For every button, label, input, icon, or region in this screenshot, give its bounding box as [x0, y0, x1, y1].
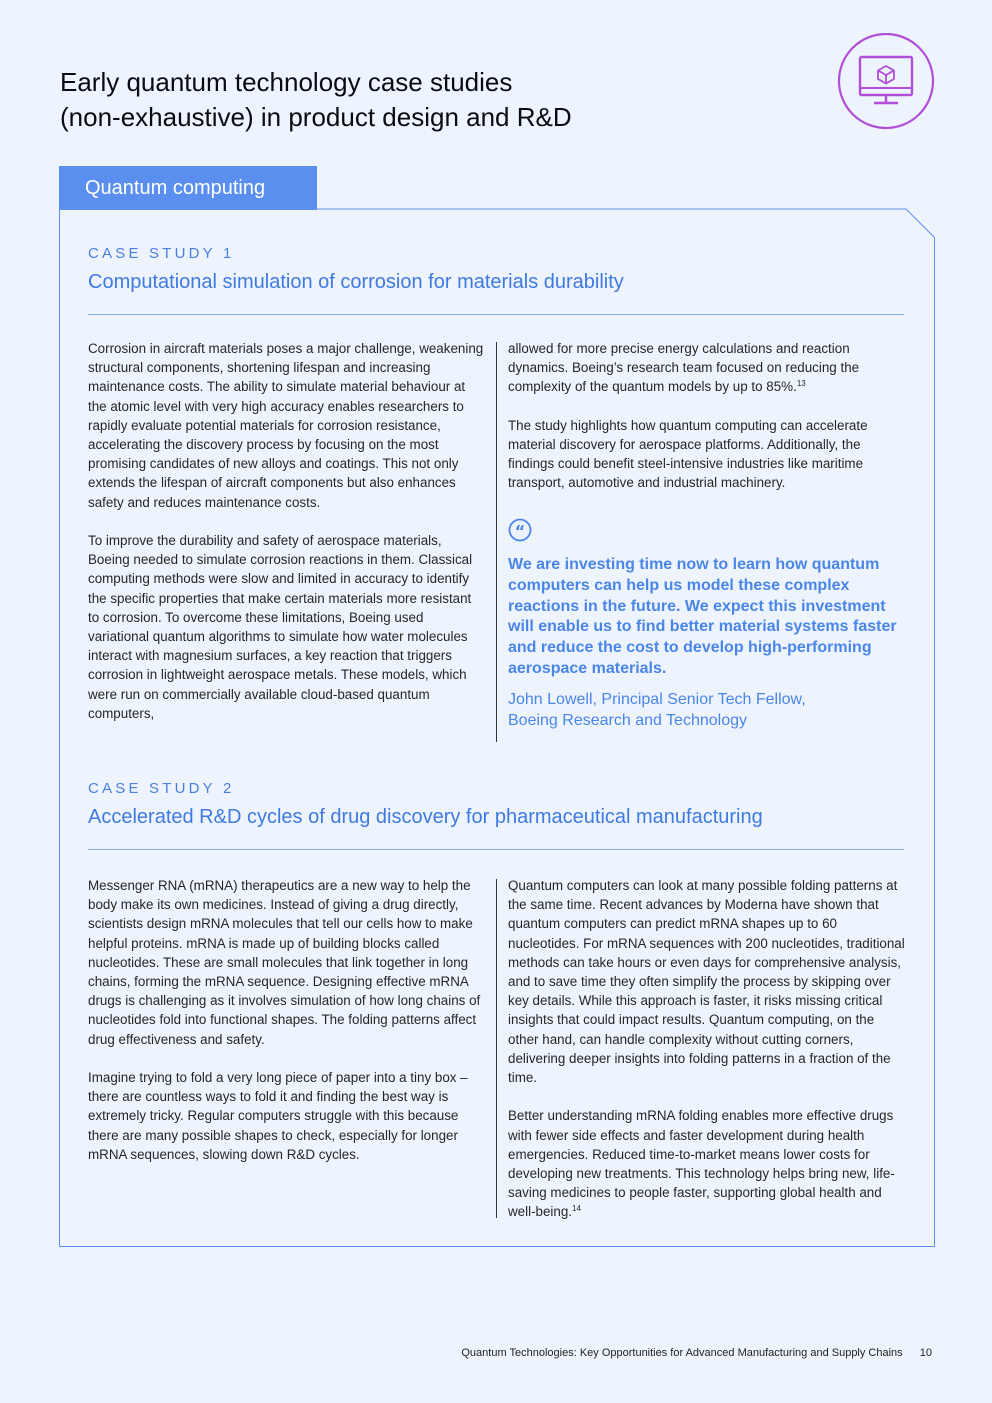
footnote-14[interactable]: 14	[572, 1204, 581, 1214]
quote-author-org: Boeing Research and Technology	[508, 712, 747, 729]
page-title-line-2: (non-exhaustive) in product design and R&D	[60, 102, 572, 133]
footer-publication: Quantum Technologies:	[461, 1347, 577, 1359]
case-study-1-rule	[88, 314, 904, 315]
case-study-1-label: CASE STUDY 1	[88, 245, 235, 262]
case-study-2-label: CASE STUDY 2	[88, 780, 235, 797]
case-study-2-paragraph-3: Quantum computers can look at many possible folding patterns at the same time. Recent advances by Moderna have shown that quantum computers can predict mRNA shapes up to 60 nucleotides. For mRNA sequences with 200 nucleotides, traditional methods can take hours or even days for comprehensive analysis, and to save time they often simplify the process by skipping over key details. While this approach is faster, it risks missing critical insights that could impact results. Quantum computing, on the other hand, can handle complexity without cutting corners, delivering deeper insights into folding patterns in a fraction of the time.	[508, 878, 905, 1086]
case-study-2-title: Accelerated R&D cycles of drug discovery for pharmaceutical manufacturing	[88, 806, 763, 828]
footer-subtitle: Key Opportunities for Advanced Manufacturing and Supply Chains	[579, 1347, 903, 1359]
page-title-line-1: Early quantum technology case studies	[60, 67, 513, 98]
case-study-2-right-column	[508, 876, 906, 1222]
computer-cube-icon	[836, 33, 936, 133]
quote-attribution	[508, 689, 908, 731]
case-study-2-paragraph-4: Better understanding mRNA folding enables more effective drugs with fewer side effects and faster development during health emergencies. Reduced time-to-market means lower costs for developing new treatments. This technology helps bring new, life-saving medicines to people faster, supporting global health and well-being.$^{14}$	[508, 1108, 895, 1220]
page-number: 10	[919, 1347, 932, 1359]
case-study-1-left-column	[88, 339, 486, 723]
page-title	[60, 65, 760, 135]
quote-icon	[508, 518, 532, 542]
quote-author-name: John Lowell, Principal Senior Tech Fellow,	[508, 691, 806, 708]
page-footer	[461, 1347, 932, 1359]
case-study-2-rule	[88, 849, 904, 850]
footnote-13[interactable]: 13	[796, 379, 806, 389]
case-study-1-right-column	[508, 339, 906, 493]
section-tab-quantum-computing: Quantum computing	[59, 166, 317, 210]
svg-text:“: “	[514, 521, 526, 541]
case-study-2-paragraph-2: Imagine trying to fold a very long piece of paper into a tiny box – there are countless ways to fold it and finding the best way is extremely tricky. Regular computers struggle with this because there are many possible shapes to check, especially for longer mRNA sequences, slowing down R&D cycles.	[88, 1070, 468, 1162]
case-study-1-paragraph-4: The study highlights how quantum computing can accelerate material discovery for aerospace platforms. Additionally, the findings could benefit steel-intensive industries like maritime transport, automotive and industrial machinery.	[508, 417, 868, 491]
case-study-1-paragraph-2: To improve the durability and safety of aerospace materials, Boeing needed to simulate corrosion reactions in them. Classical computing methods were slow and limited in accuracy to identify the specific properties that make certain materials more resistant to corrosion. To overcome these limitations, Boeing used variational quantum algorithms to simulate how water molecules interact with magnesium surfaces, a key reaction that triggers corrosion in lightweight aerospace metals. These models, which were run on commercially available cloud-based quantum computers,	[88, 533, 473, 721]
case-study-1-paragraph-3: allowed for more precise energy calculations and reaction dynamics. Boeing’s research team focused on reducing the complexity of the quantum models by up to 85%.$^{13}$	[508, 341, 860, 395]
case-study-1-paragraph-1: Corrosion in aircraft materials poses a major challenge, weakening structural components, shortening lifespan and increasing maintenance costs. The ability to simulate material behaviour at the atomic level with very high accuracy enables researchers to rapidly evaluate potential materials for corrosion resistance, accelerating the discovery process by focusing on the most promising candidates of new alloys and coatings. This not only extends the lifespan of aircraft components but also enhances safety and reduces maintenance costs.	[88, 341, 484, 510]
pull-quote: We are investing time now to learn how quantum computers can help us model these complex reactions in the future. We expect this investment will enable us to find better material systems faster and reduce the cost to develop high-performing aerospace materials.	[508, 556, 897, 677]
case-study-1-title: Computational simulation of corrosion for materials durability	[88, 271, 624, 293]
case-study-2-paragraph-1: Messenger RNA (mRNA) therapeutics are a new way to help the body make its own medicines. Instead of giving a drug directly, scientists design mRNA molecules that tell our cells how to make helpful proteins. mRNA is made up of building blocks called nucleotides. These are small molecules that link together in long chains, forming the mRNA sequence. Designing effective mRNA drugs is challenging as it involves simulation of how long chains of nucleotides fold into functional shapes. The folding patterns affect drug effectiveness and safety.	[88, 878, 481, 1047]
column-divider	[496, 342, 497, 742]
case-study-2-left-column	[88, 876, 486, 1164]
column-divider	[496, 879, 497, 1218]
